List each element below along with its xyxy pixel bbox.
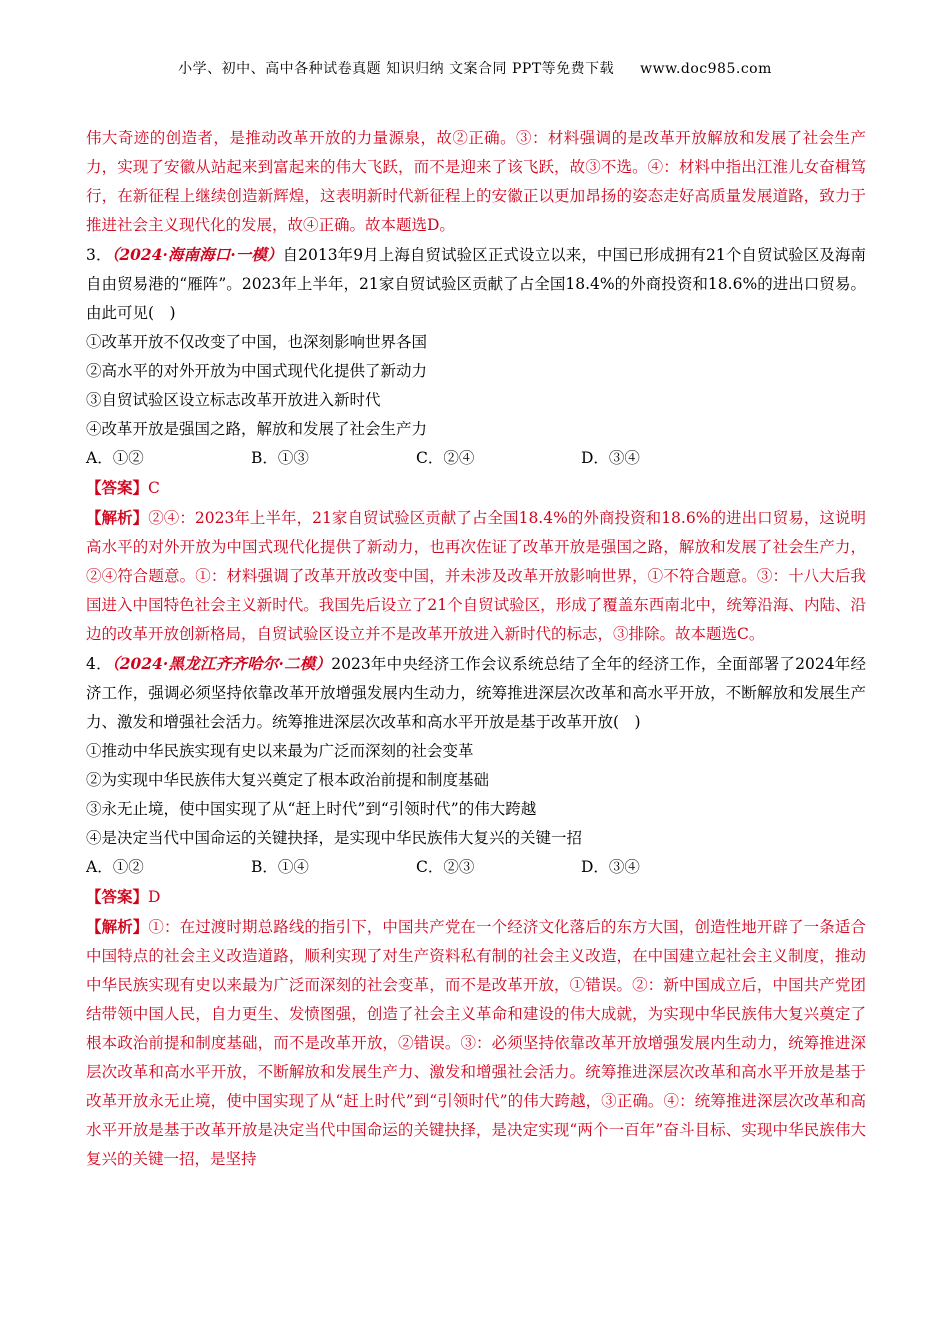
analysis-label: 【解析】 bbox=[86, 917, 149, 936]
header-site[interactable]: www.doc985.com bbox=[640, 61, 772, 77]
analysis-label: 【解析】 bbox=[86, 508, 149, 527]
option-a: A．①② bbox=[86, 858, 144, 876]
question-3-item-1: ①改革开放不仅改变了中国，也深刻影响世界各国 bbox=[86, 333, 428, 351]
question-3-answer bbox=[86, 473, 866, 503]
page-content bbox=[86, 124, 866, 1174]
question-3-item-2: ②高水平的对外开放为中国式现代化提供了新动力 bbox=[86, 362, 428, 380]
continued-analysis: 伟大奇迹的创造者，是推动改革开放的力量源泉，故②正确。③：材料强调的是改革开放解放和发展了社会生产力，实现了安徽从站起来到富起来的伟大飞跃，而不是迎来了该飞跃，故③不选。④：材料中指出江淮儿女奋楫笃行，在新征程上继续创造新辉煌，这表明新时代新征程上的安徽正以更加昂扬的姿态走好高质量发展道路，致力于推进社会主义现代化的发展，故④正确。故本题选D。 bbox=[86, 129, 866, 234]
question-4-item-1: ①推动中华民族实现有史以来最为广泛而深刻的社会变革 bbox=[86, 742, 474, 760]
option-c: C．②④ bbox=[416, 449, 475, 467]
option-d: D．③④ bbox=[581, 858, 640, 876]
answer-label: 【答案】 bbox=[86, 887, 149, 906]
question-3-source: （2024·海南海口·一模） bbox=[111, 245, 283, 264]
question-4-answer bbox=[86, 882, 866, 912]
question-3-item-4: ④改革开放是强国之路，解放和发展了社会生产力 bbox=[86, 420, 428, 438]
question-4-options bbox=[86, 853, 866, 882]
answer-value: D bbox=[148, 888, 161, 906]
answer-label: 【答案】 bbox=[86, 478, 149, 497]
question-4-number: 4． bbox=[86, 655, 112, 673]
question-3-text: 自2013年9月上海自贸试验区正式设立以来，中国已形成拥有21个自贸试验区及海南自由贸易港的“雁阵”。2023年上半年，21家自贸试验区贡献了占全国18.4%的外商投资和18.6%的进出口贸易。由此可见( ) bbox=[86, 246, 866, 322]
question-3-item-3: ③自贸试验区设立标志改革开放进入新时代 bbox=[86, 391, 381, 409]
question-4-source: （2024·黑龙江齐齐哈尔·二模） bbox=[111, 654, 332, 673]
answer-value: C bbox=[148, 479, 160, 497]
question-4-stem bbox=[86, 649, 866, 737]
page-header bbox=[0, 58, 950, 78]
question-4-analysis bbox=[86, 912, 866, 1174]
question-3-analysis bbox=[86, 503, 866, 649]
option-b: B．①④ bbox=[251, 858, 309, 876]
question-4-item-4: ④是决定当代中国命运的关键抉择，是实现中华民族伟大复兴的关键一招 bbox=[86, 829, 583, 847]
question-4 bbox=[86, 649, 866, 1174]
option-b: B．①③ bbox=[251, 449, 309, 467]
question-3-stem bbox=[86, 240, 866, 328]
header-text: 小学、初中、高中各种试卷真题 知识归纳 文案合同 PPT等免费下载 bbox=[178, 61, 615, 77]
option-d: D．③④ bbox=[581, 449, 640, 467]
question-3-number: 3． bbox=[86, 246, 112, 264]
question-4-item-2: ②为实现中华民族伟大复兴奠定了根本政治前提和制度基础 bbox=[86, 771, 490, 789]
analysis-text: ①：在过渡时期总路线的指引下，中国共产党在一个经济文化落后的东方大国，创造性地开辟了一条适合中国特点的社会主义改造道路，顺利实现了对生产资料私有制的社会主义改造，在中国建立起社会主义制度，推动中华民族实现有史以来最为广泛而深刻的社会变革，而不是改革开放，①错误。②：新中国成立后，中国共产党团结带领中国人民，自力更生、发愤图强，创造了社会主义革命和建设的伟大成就，为实现中华民族伟大复兴奠定了根本政治前提和制度基础，而不是改革开放，②错误。③：必须坚持依靠改革开放增强发展内生动力，统筹推进深层次改革和高水平开放，不断解放和发展生产力、激发和增强社会活力。统筹推进深层次改革和高水平开放是基于改革开放永无止境，使中国实现了从“赶上时代”到“引领时代”的伟大跨越，③正确。④：统筹推进深层次改革和高水平开放是基于改革开放是决定当代中国命运的关键抉择，是决定实现“两个一百年”奋斗目标、实现中华民族伟大复兴的关键一招，是坚持 bbox=[86, 918, 866, 1168]
question-4-item-3: ③永无止境，使中国实现了从“赶上时代”到“引领时代”的伟大跨越 bbox=[86, 800, 537, 818]
question-4-text: 2023年中央经济工作会议系统总结了全年的经济工作，全面部署了2024年经济工作，强调必须坚持依靠改革开放增强发展内生动力，统筹推进深层次改革和高水平开放，不断解放和发展生产力、激发和增强社会活力。统筹推进深层次改革和高水平开放是基于改革开放( ) bbox=[86, 655, 866, 731]
analysis-text: ②④：2023年上半年，21家自贸试验区贡献了占全国18.4%的外商投资和18.6%的进出口贸易，这说明高水平的对外开放为中国式现代化提供了新动力，也再次佐证了改革开放是强国之路，解放和发展了社会生产力，②④符合题意。①：材料强调了改革开放改变中国，并未涉及改革开放影响世界，①不符合题意。③：十八大后我国进入中国特色社会主义新时代。我国先后设立了21个自贸试验区，形成了覆盖东西南北中，统筹沿海、内陆、沿边的改革开放创新格局，自贸试验区设立并不是改革开放进入新时代的标志，③排除。故本题选C。 bbox=[86, 509, 866, 643]
option-a: A．①② bbox=[86, 449, 144, 467]
option-c: C．②③ bbox=[416, 858, 475, 876]
question-3 bbox=[86, 240, 866, 649]
question-3-options bbox=[86, 444, 866, 473]
